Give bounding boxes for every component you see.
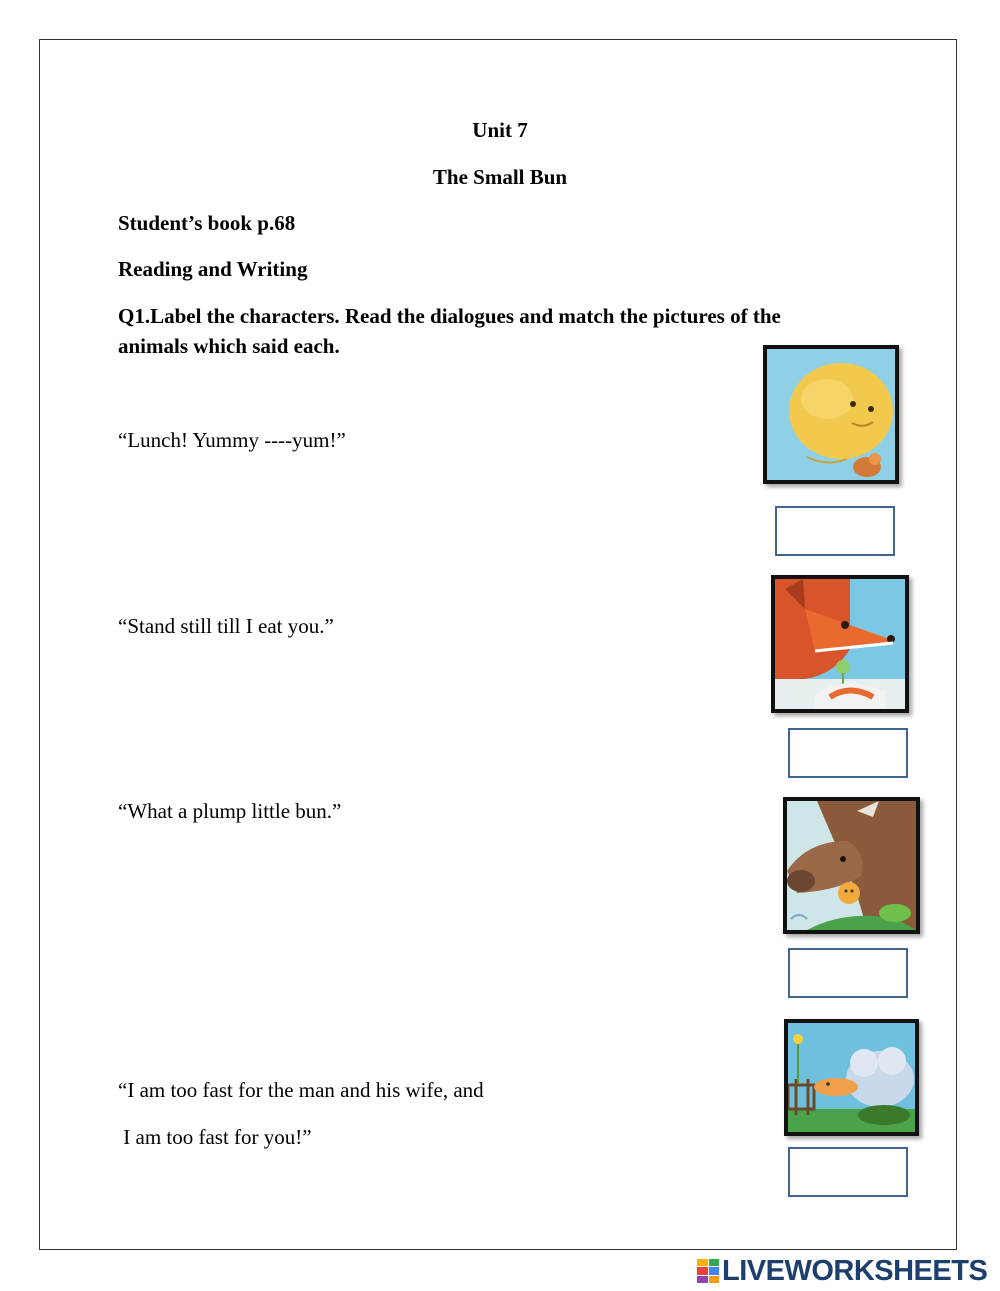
bun-character-icon bbox=[767, 349, 895, 480]
section-heading: Reading and Writing bbox=[118, 257, 308, 281]
liveworksheets-logo bbox=[697, 1256, 987, 1286]
fox-character-icon bbox=[775, 579, 905, 709]
brand-name: LIVEWORKSHEETS bbox=[722, 1255, 988, 1287]
question-line-1: Q1.Label the characters. Read the dialogues and match the pictures of the bbox=[118, 304, 781, 328]
answer-box-2[interactable] bbox=[788, 728, 908, 778]
dialogue-4-line-1: “I am too fast for the man and his wife, and bbox=[118, 1078, 484, 1102]
logo-blocks-icon bbox=[697, 1259, 719, 1283]
book-reference: Student’s book p.68 bbox=[118, 211, 296, 235]
dialogue-2: “Stand still till I eat you.” bbox=[118, 614, 334, 638]
picture-sheep bbox=[784, 1019, 919, 1136]
unit-title: Unit 7 bbox=[472, 118, 528, 142]
dialogue-1: “Lunch! Yummy ----yum!” bbox=[118, 428, 346, 452]
picture-bun bbox=[763, 345, 899, 484]
sheep-character-icon bbox=[788, 1023, 915, 1132]
answer-box-4[interactable] bbox=[788, 1147, 908, 1197]
cow-character-icon bbox=[787, 801, 916, 930]
picture-cow bbox=[783, 797, 920, 934]
story-title: The Small Bun bbox=[432, 165, 568, 189]
dialogue-4-line-2: I am too fast for you!” bbox=[118, 1125, 312, 1149]
picture-fox bbox=[771, 575, 909, 713]
answer-box-1[interactable] bbox=[775, 506, 895, 556]
dialogue-3: “What a plump little bun.” bbox=[118, 799, 342, 823]
question-line-2: animals which said each. bbox=[118, 334, 340, 358]
answer-box-3[interactable] bbox=[788, 948, 908, 998]
